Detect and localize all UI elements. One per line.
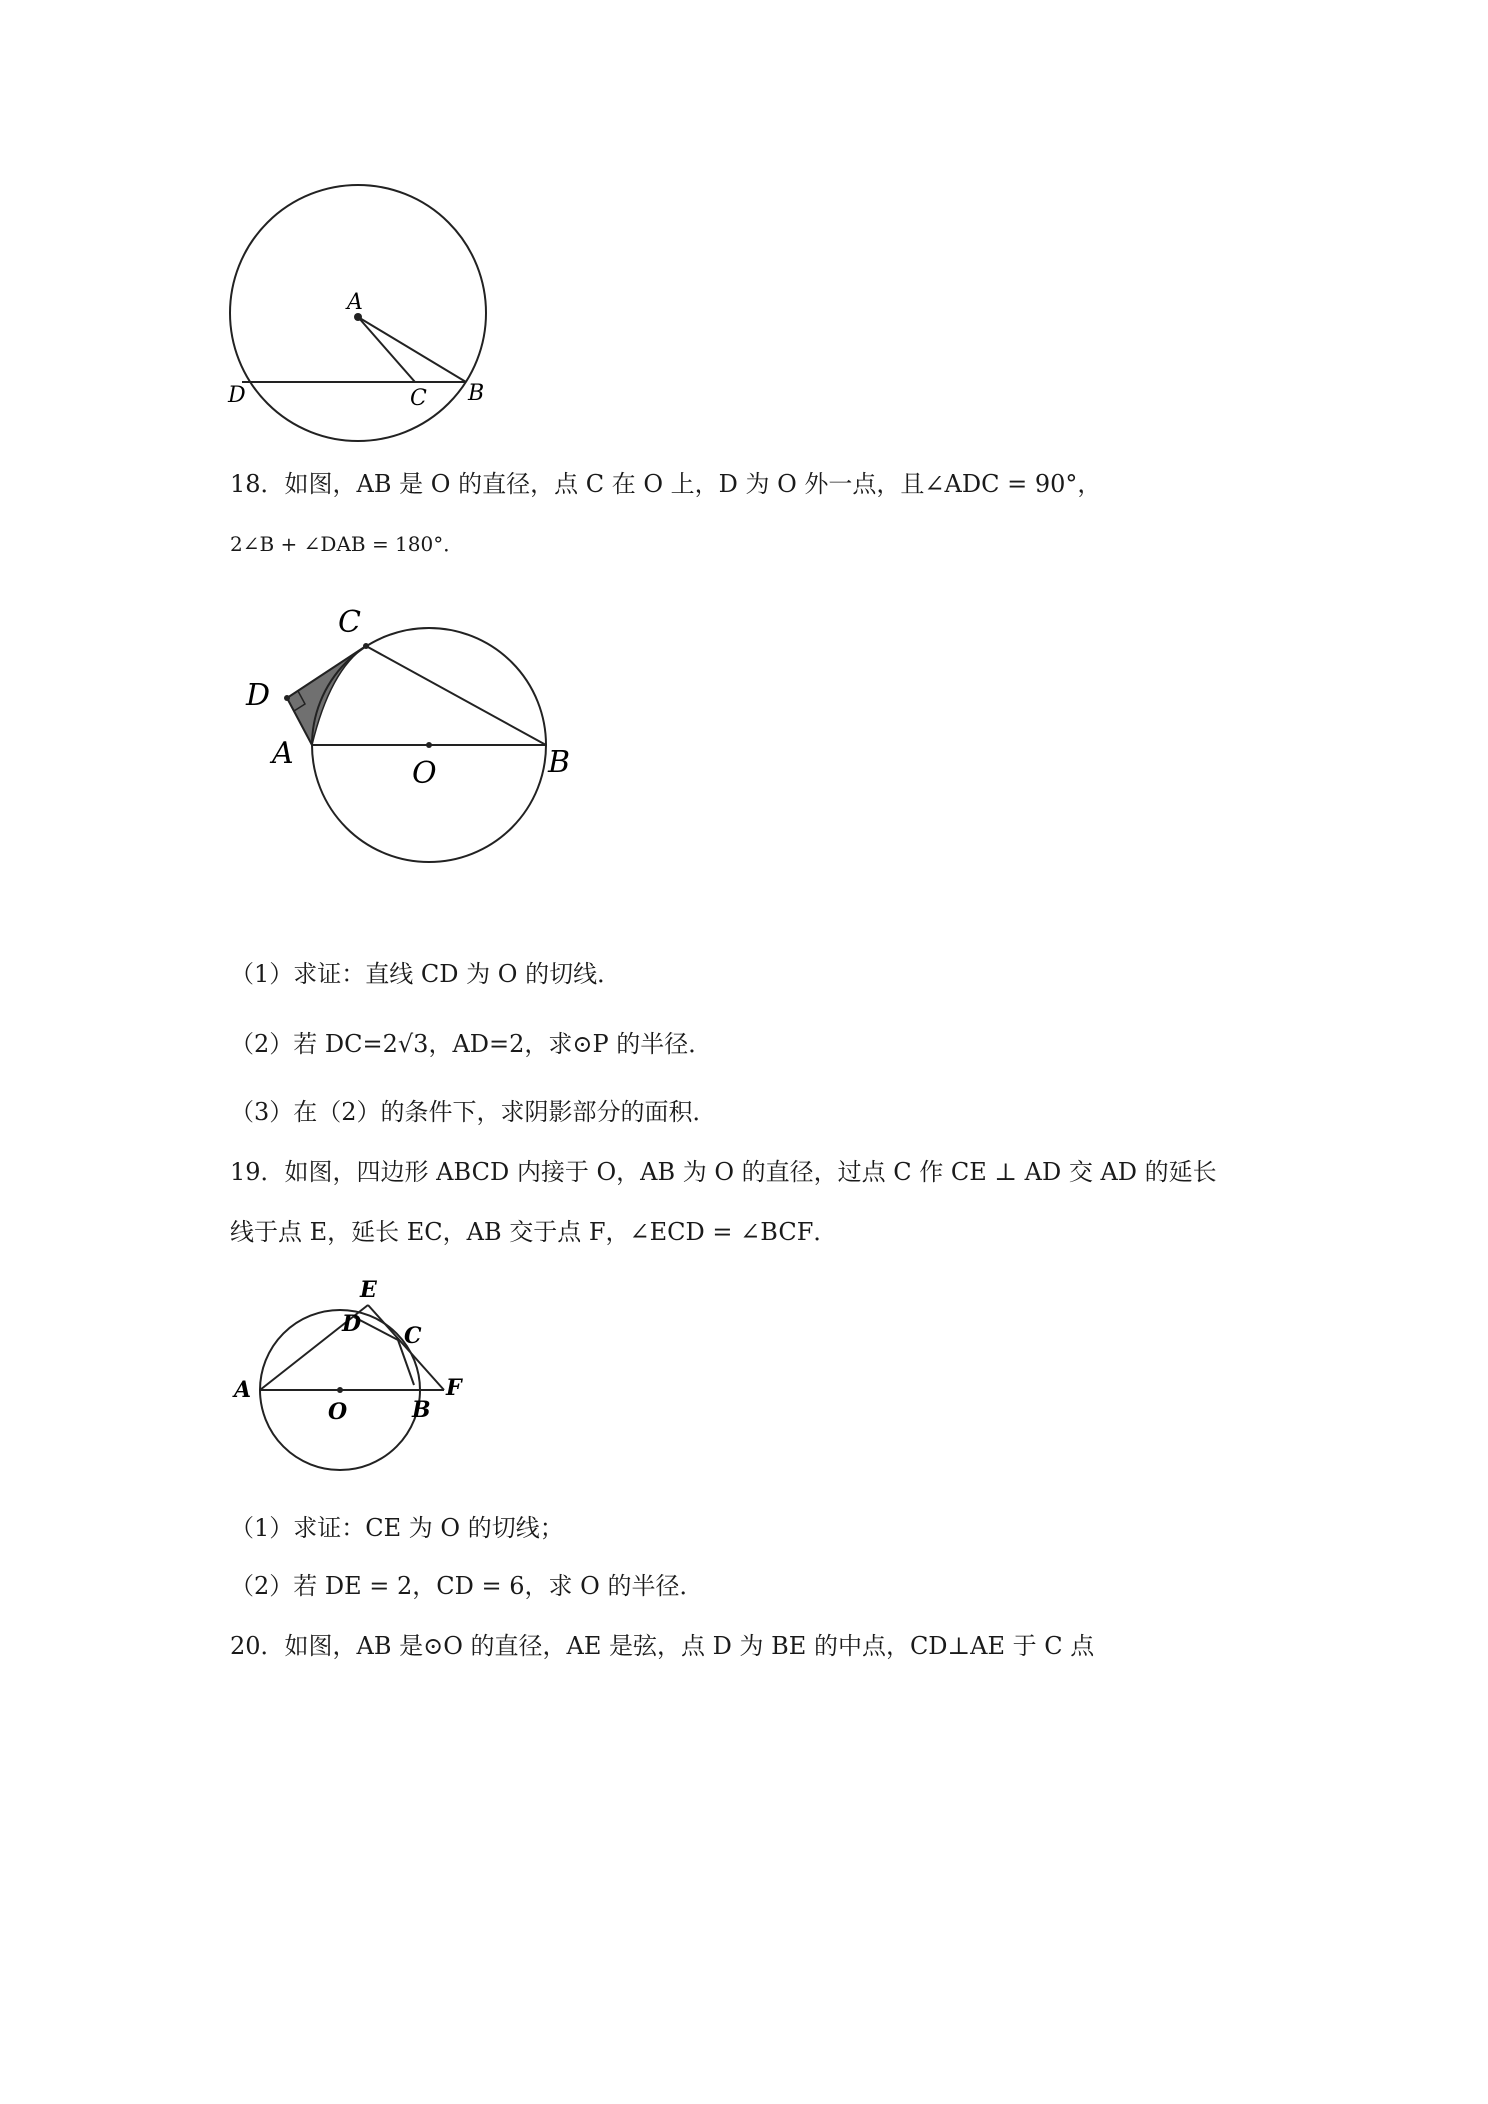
q19-sub1: （1）求证：CE 为 O 的切线； [230,1514,564,1542]
label-b: B [412,1397,431,1423]
q20-line1: 20．如图，AB 是⊙O 的直径，AE 是弦，点 D 为 BE 的中点，CD⊥AE 于 C 点 [230,1632,1095,1660]
point-d [284,695,290,701]
q18-line2: 2∠B + ∠DAB = 180°． [230,532,464,556]
shaded-region [287,646,366,745]
label-c: C [410,386,427,411]
q18-line1: 18．如图，AB 是 O 的直径，点 C 在 O 上，D 为 O 外一点，且∠ADC = 90°， [230,470,1102,498]
label-o: O [412,756,437,791]
point-o [426,742,432,748]
segment-cb [366,646,546,745]
figure-q19 [228,1275,488,1475]
q19-sub2: （2）若 DE = 2，CD = 6，求 O 的半径． [230,1572,704,1600]
label-b: B [548,745,571,780]
label-a: A [347,290,363,315]
point-o [337,1387,343,1393]
label-o: O [328,1399,348,1425]
label-c: C [404,1323,422,1349]
q19-line1: 19．如图，四边形 ABCD 内接于 O，AB 为 O 的直径，过点 C 作 CE ⊥ AD 交 AD 的延长 [230,1158,1217,1186]
label-a: A [234,1377,252,1403]
label-d: D [342,1311,362,1337]
label-d: D [228,383,246,408]
label-a: A [272,736,294,771]
point-c [363,643,369,649]
segment-ab [358,317,466,382]
q18-sub1: （1）求证：直线 CD 为 O 的切线． [230,960,622,988]
label-c: C [338,605,361,640]
label-f: F [446,1375,462,1401]
figure-q18 [230,600,590,880]
q18-sub3: （3）在（2）的条件下，求阴影部分的面积． [230,1098,717,1126]
label-d: D [246,678,271,713]
q19-line2: 线于点 E，延长 EC，AB 交于点 F，∠ECD = ∠BCF． [230,1218,838,1246]
figure-circle-top [210,175,510,460]
label-e: E [360,1277,377,1303]
label-b: B [468,381,485,406]
q18-sub2: （2）若 DC=2√3，AD=2，求⊙P 的半径． [230,1030,713,1058]
segment-ac [358,317,415,382]
